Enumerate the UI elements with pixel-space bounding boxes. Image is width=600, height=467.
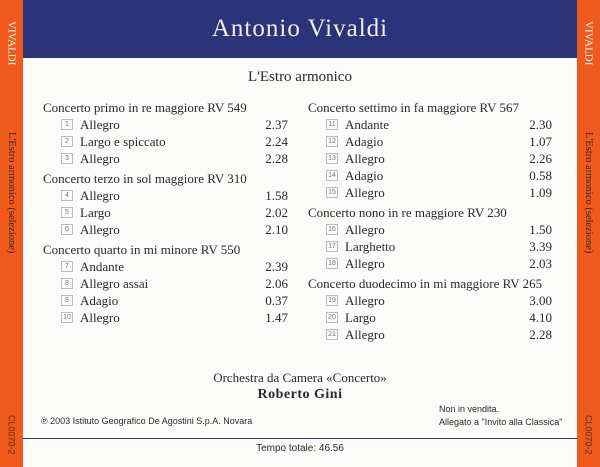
track-number: 3	[61, 153, 73, 164]
track-title: Allegro	[345, 293, 385, 308]
concerto-title: Concerto primo in re maggiore RV 549	[43, 100, 247, 115]
track-number: 9	[61, 295, 73, 306]
track-duration: 2.10	[265, 222, 288, 237]
composer-title: Antonio Vivaldi	[211, 15, 389, 42]
track-duration: 2.28	[265, 151, 288, 166]
track-row	[308, 116, 552, 133]
track-duration: 1.09	[529, 185, 552, 200]
track-row	[43, 275, 288, 292]
track-duration: 1.47	[265, 310, 288, 325]
track-title: Allegro	[80, 117, 120, 132]
track-row	[43, 150, 288, 167]
track-row	[308, 221, 552, 238]
track-number: 6	[61, 224, 73, 235]
spine-work: L'Estro armonico (selezione)	[6, 132, 17, 254]
track-duration: 2.37	[265, 117, 288, 132]
track-row	[43, 309, 288, 326]
spine-work: L'Estro armonico (selezione)	[583, 132, 594, 254]
track-number: 21	[326, 329, 338, 340]
track-row	[43, 187, 288, 204]
tracklist-right	[308, 97, 552, 343]
track-duration: 1.58	[265, 188, 288, 203]
track-row	[43, 258, 288, 275]
track-duration: 2.02	[265, 205, 288, 220]
track-title: Allegro	[80, 222, 120, 237]
track-row	[43, 221, 288, 238]
spine-composer: VIVALDI	[582, 20, 595, 66]
track-duration: 3.39	[529, 239, 552, 254]
track-row	[308, 150, 552, 167]
track-number: 7	[61, 261, 73, 272]
track-number: 8	[61, 278, 73, 289]
track-row	[43, 133, 288, 150]
total-time: Tempo totale: 46.56	[256, 443, 344, 454]
track-title: Adagio	[345, 168, 384, 183]
track-row	[43, 204, 288, 221]
work-title: L'Estro armonico	[248, 69, 352, 85]
track-title: Allegro	[345, 327, 385, 342]
track-title: Allegro	[345, 222, 385, 237]
track-duration: 1.50	[529, 222, 552, 237]
track-title: Allegro	[345, 256, 385, 271]
notice-line: Non in vendita.	[439, 404, 500, 414]
concerto-title: Concerto duodecimo in mi maggiore RV 265	[308, 276, 543, 291]
track-row	[308, 238, 552, 255]
track-title: Andante	[80, 259, 125, 274]
spine-catalog: CL0070-2	[6, 415, 17, 455]
orchestra: Orchestra da Camera «Concerto»	[213, 370, 387, 385]
track-number: 12	[326, 136, 338, 147]
spine-catalog: CL0070-2	[583, 415, 594, 455]
track-number: 2	[61, 136, 73, 147]
track-duration: 2.28	[529, 327, 552, 342]
notice	[439, 403, 562, 429]
track-duration: 4.10	[529, 310, 552, 325]
track-row	[43, 116, 288, 133]
track-row	[308, 326, 552, 343]
concerto-title: Concerto quarto in mi minore RV 550	[43, 242, 241, 257]
track-row	[308, 292, 552, 309]
track-title: Allegro	[80, 151, 120, 166]
track-number: 1	[61, 119, 73, 130]
track-row	[43, 292, 288, 309]
track-title: Largo e spiccato	[80, 134, 166, 149]
track-number: 11	[326, 119, 338, 130]
tracklist-left	[43, 97, 288, 326]
track-row	[308, 167, 552, 184]
track-number: 16	[326, 224, 338, 235]
track-number: 19	[326, 295, 338, 306]
track-title: Allegro assai	[80, 276, 149, 291]
track-duration: 2.39	[265, 259, 288, 274]
right-spine	[577, 0, 600, 467]
track-number: 5	[61, 207, 73, 218]
concerto-title: Concerto settimo in fa maggiore RV 567	[308, 100, 520, 115]
track-number: 4	[61, 190, 73, 201]
concerto-title: Concerto nono in re maggiore RV 230	[308, 205, 507, 220]
track-title: Andante	[345, 117, 390, 132]
track-number: 10	[61, 312, 73, 323]
track-duration: 2.03	[529, 256, 552, 271]
track-title: Allegro	[345, 151, 385, 166]
track-duration: 2.24	[265, 134, 288, 149]
track-duration: 3.00	[529, 293, 552, 308]
track-duration: 0.37	[265, 293, 288, 308]
copyright: ℗ 2003 Istituto Geografico De Agostini S.p.A. Novara	[41, 416, 253, 426]
track-title: Allegro	[345, 185, 385, 200]
track-title: Larghetto	[345, 239, 396, 254]
track-title: Largo	[80, 205, 111, 220]
track-number: 18	[326, 258, 338, 269]
track-duration: 2.26	[529, 151, 552, 166]
header-band	[23, 0, 577, 58]
track-duration: 0.58	[529, 168, 552, 183]
track-row	[308, 133, 552, 150]
track-number: 17	[326, 241, 338, 252]
track-duration: 1.07	[529, 134, 552, 149]
track-row	[308, 255, 552, 272]
notice-line: Allegato a "Invito alla Classica"	[439, 417, 563, 427]
concerto-title: Concerto terzo in sol maggiore RV 310	[43, 171, 247, 186]
spine-composer: VIVALDI	[5, 20, 18, 66]
track-row	[308, 309, 552, 326]
left-spine	[0, 0, 23, 467]
conductor: Roberto Gini	[257, 387, 343, 402]
track-number: 14	[326, 170, 338, 181]
track-title: Largo	[345, 310, 376, 325]
track-duration: 2.30	[529, 117, 552, 132]
track-number: 13	[326, 153, 338, 164]
track-title: Adagio	[80, 293, 119, 308]
track-number: 15	[326, 187, 338, 198]
track-title: Allegro	[80, 310, 120, 325]
track-title: Allegro	[80, 188, 120, 203]
divider	[23, 438, 577, 439]
track-duration: 2.06	[265, 276, 288, 291]
track-number: 20	[326, 312, 338, 323]
track-title: Adagio	[345, 134, 384, 149]
track-row	[308, 184, 552, 201]
